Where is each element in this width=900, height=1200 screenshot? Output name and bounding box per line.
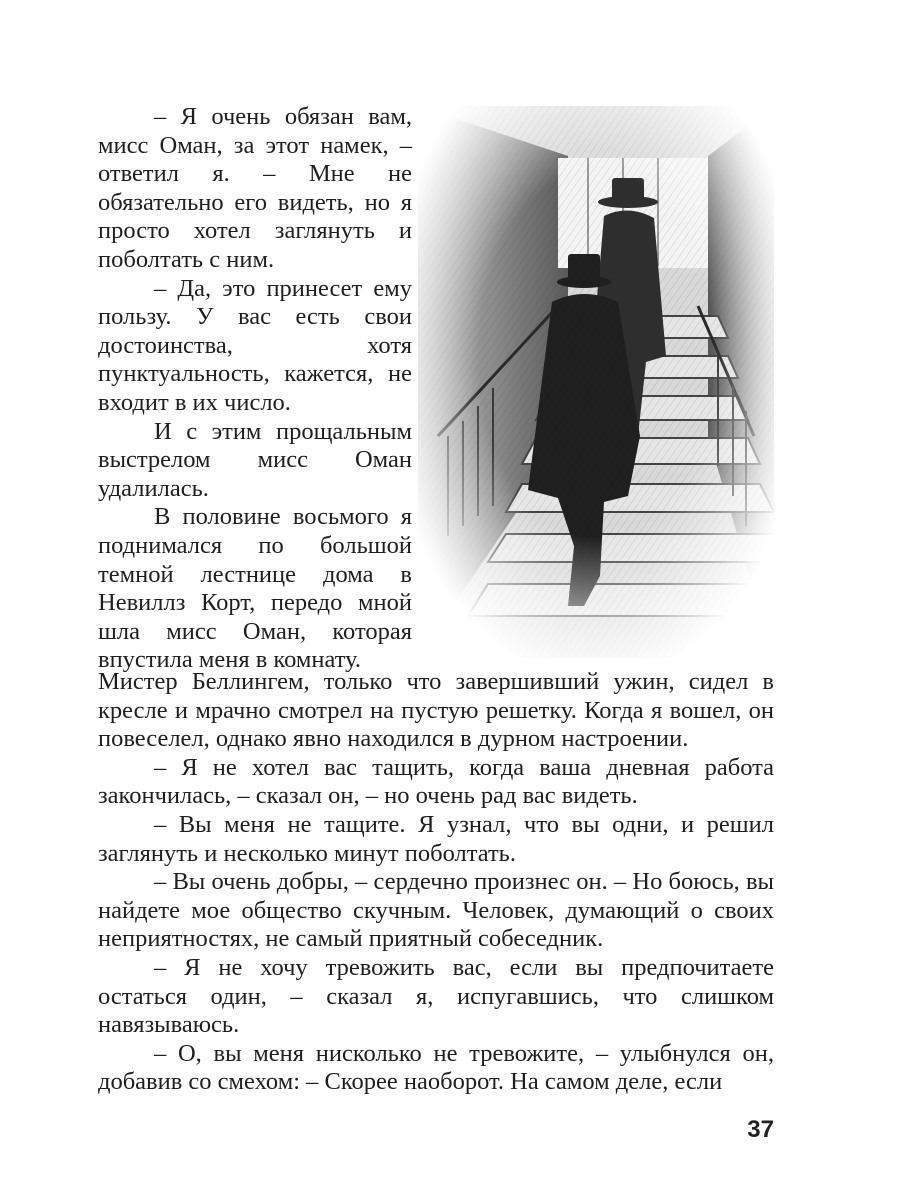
paragraph: – Да, это принесет ему пользу. У вас есть свои достоинства, хотя пунктуальность, кажется, не входит в их число.	[98, 274, 412, 416]
paragraph: В половине восьмого я поднимался по большой темной лестнице дома в Невиллз Корт, передо мной шла мисс Оман, которая впустила меня в комнату.	[98, 503, 412, 674]
paragraph: – Вы меня не тащите. Я узнал, что вы одни, и решил заглянуть и несколько минут поболтать.	[98, 810, 774, 867]
page-number: 37	[747, 1116, 774, 1143]
text-column-full	[98, 668, 774, 1097]
staircase-illustration	[418, 106, 774, 658]
text-column-wrapped	[98, 103, 412, 675]
paragraph: – Я не хотел вас тащить, когда ваша дневная работа закончилась, – сказал он, – но очень рад вас видеть.	[98, 753, 774, 810]
engraving-image	[418, 106, 774, 658]
paragraph: – О, вы меня нисколько не тревожите, – улыбнулся он, добавив со смехом: – Скорее наоборот. На самом деле, если	[98, 1039, 774, 1096]
paragraph: – Вы очень добры, – сердечно произнес он. – Но боюсь, вы найдете мое общество скучным. Человек, думающий о своих неприятностях, не самый приятный собеседник.	[98, 868, 774, 953]
paragraph: – Я очень обязан вам, мисс Оман, за этот намек, – ответил я. – Мне не обязательно его видеть, но я просто хотел заглянуть и поболтать с ним.	[98, 103, 412, 273]
paragraph: – Я не хочу тревожить вас, если вы предпочитаете остаться один, – сказал я, испугавшись, что слишком навязываюсь.	[98, 953, 774, 1039]
paragraph: Мистер Беллингем, только что завершивший ужин, сидел в кресле и мрачно смотрел на пустую решетку. Когда я вошел, он повеселел, однако явно находился в дурном настроении.	[98, 668, 774, 753]
paragraph: И с этим прощальным выстрелом мисс Оман удалилась.	[98, 417, 412, 502]
